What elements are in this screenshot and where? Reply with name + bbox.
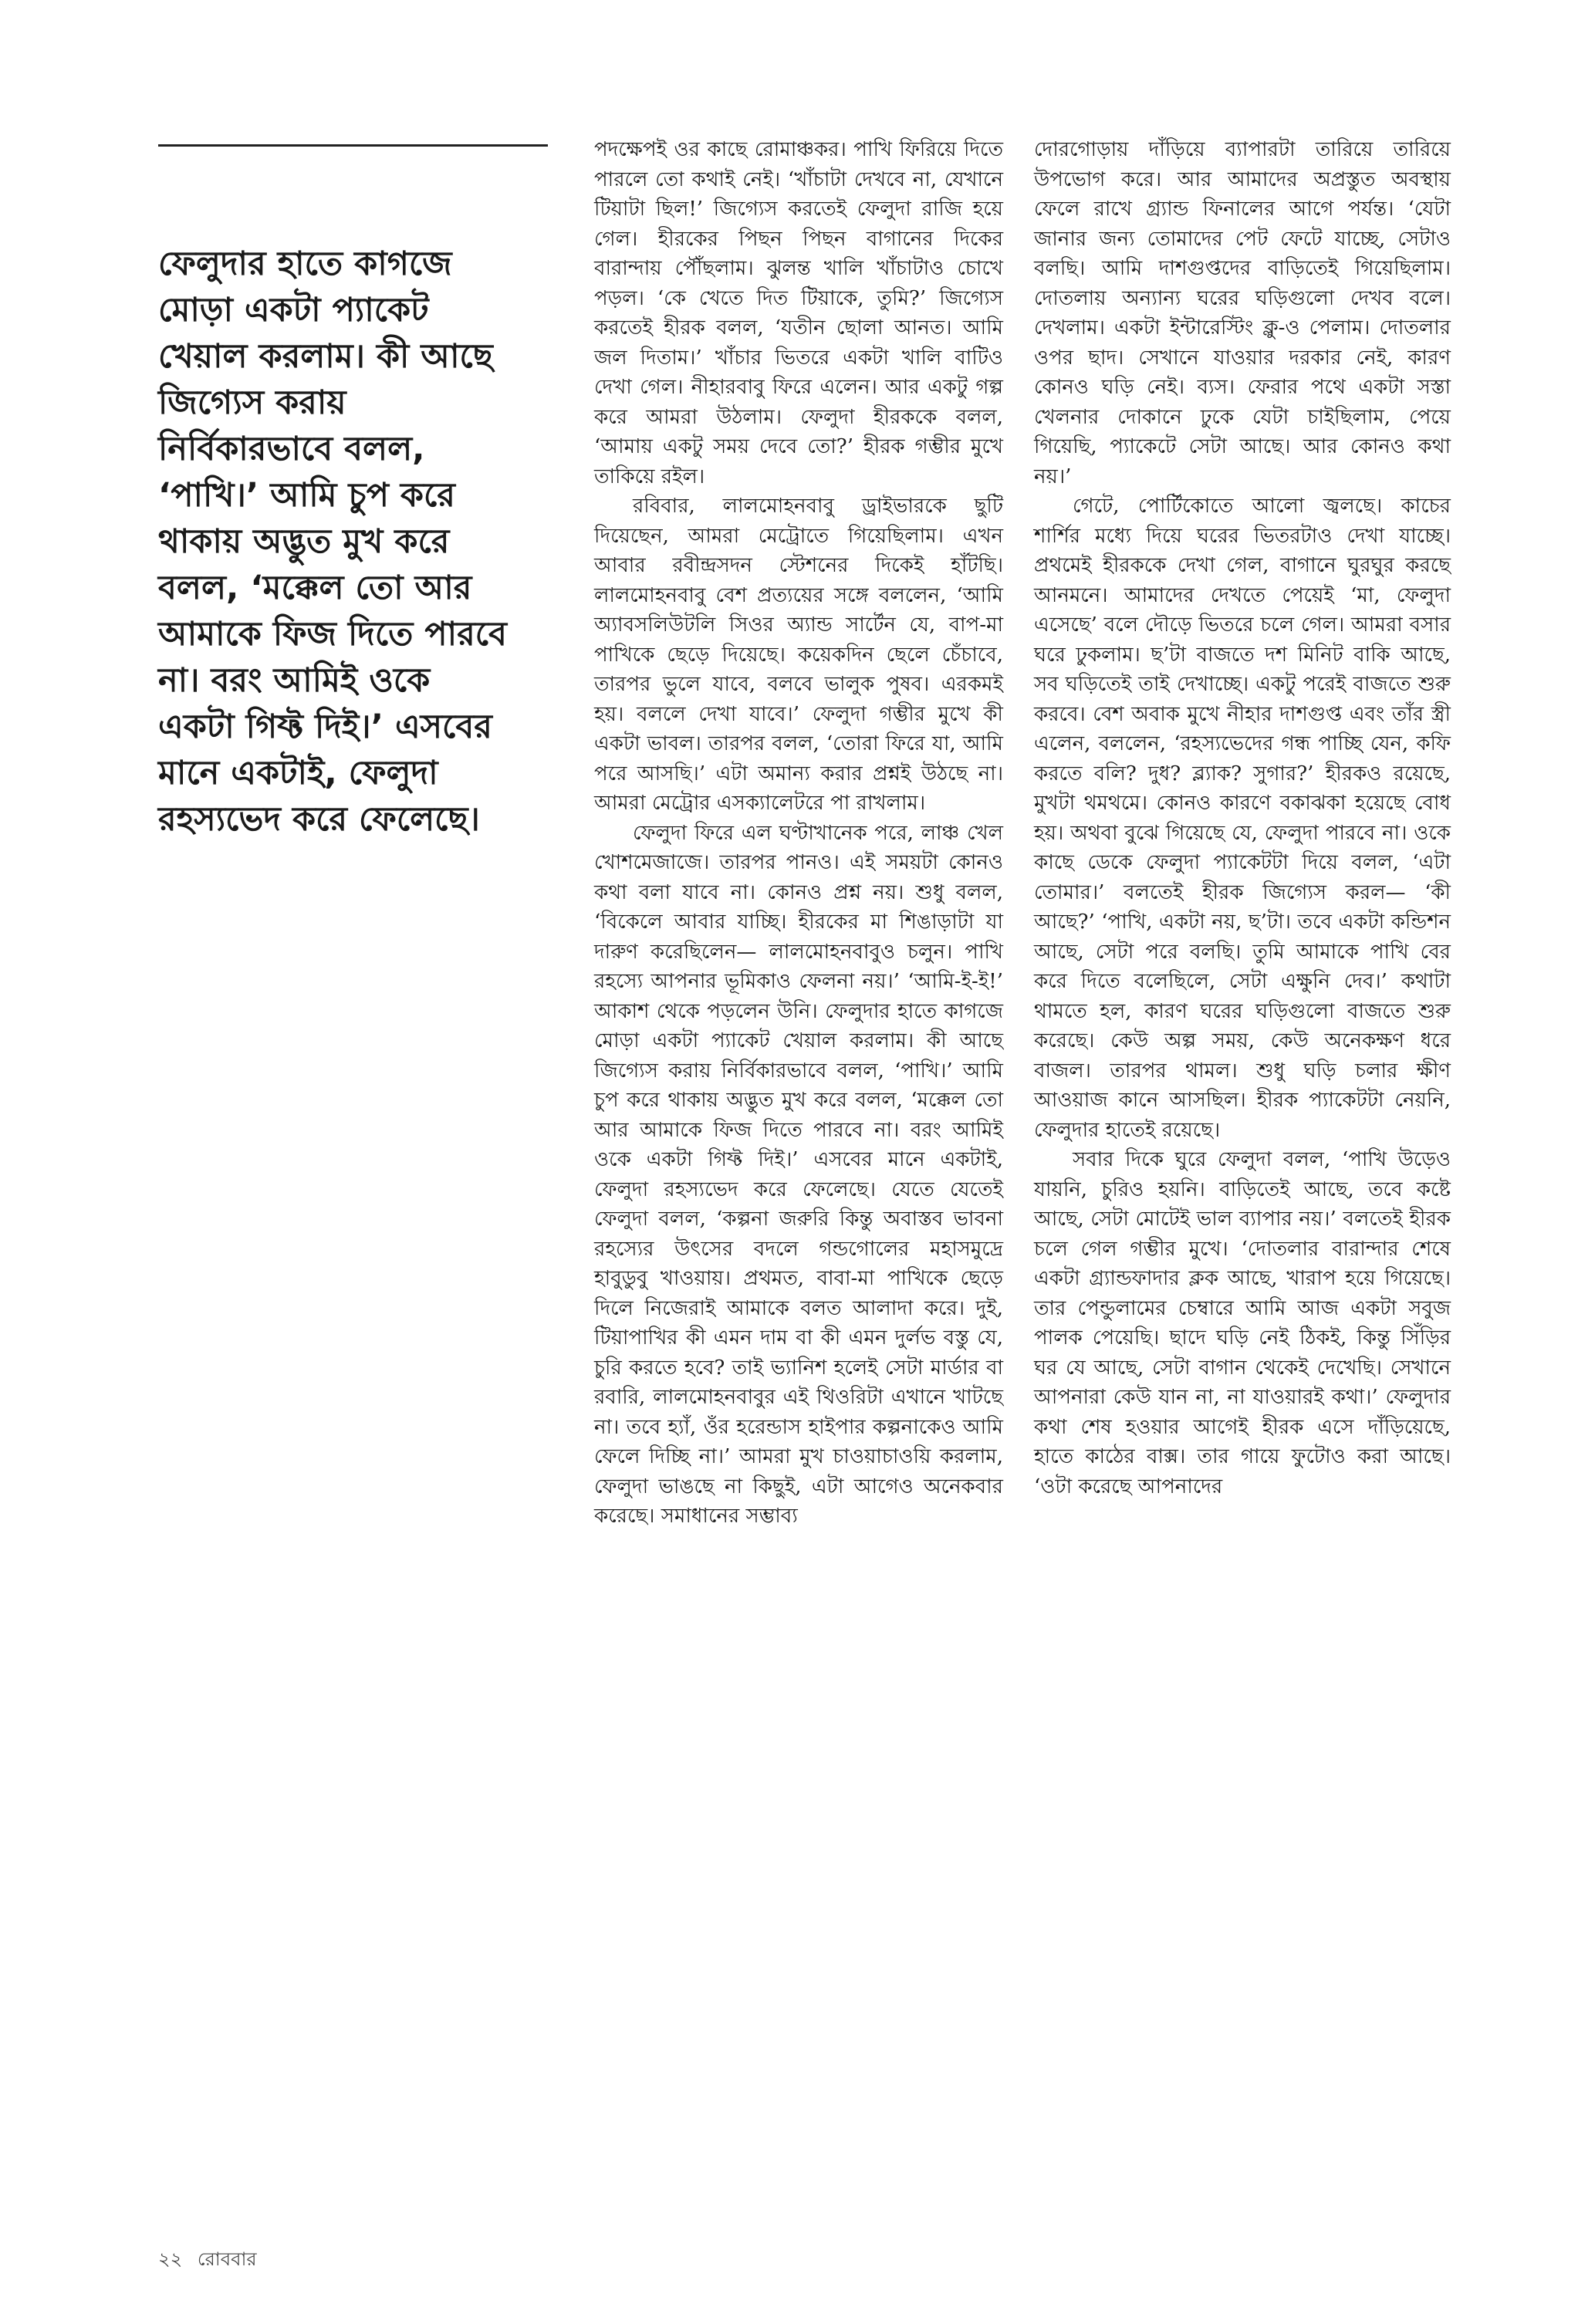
paragraph: সবার দিকে ঘুরে ফেলুদা বলল, ‘পাখি উড়েও যায়নি, চুরিও হয়নি। বাড়িতেই আছে, তবে কষ্টে আছে, সেটা মোটেই ভাল ব্যাপার নয়।’ বলতেই হীরক চলে গেল গম্ভীর মুখে। ‘দোতলার বারান্দার শেষে একটা গ্র্যান্ডফাদার ক্লক আছে, খারাপ হয়ে গিয়েছে। তার পেন্ডুলামের চেম্বারে আমি আজ একটা সবুজ পালক পেয়েছি। ছাদে ঘড়ি নেই ঠিকই, কিন্তু সিঁড়ির ঘর যে আছে, সেটা বাগান থেকেই দেখেছি। সেখানে আপনারা কেউ যান না, না যাওয়ারই কথা।’ ফেলুদার কথা শেষ হওয়ার আগেই হীরক এসে দাঁড়িয়েছে, হাতে কাঠের বাক্স। তার গায়ে ফুটোও করা আছে। ‘ওটা করেছে আপনাদের bbox=[1034, 1148, 1451, 1498]
pullquote: ফেলুদার হাতে কাগজে মোড়া একটা প্যাকেট খেয়াল করলাম। কী আছে জিগ্যেস করায় নির্বিকারভাবে বলল, ‘পাখি।’ আমি চুপ করে থাকায় অদ্ভুত মুখ করে বলল, ‘মক্কেল তো আর আমাকে ফিজ দিতে পারবে না। বরং আমিই ওকে একটা গিফ্ট দিই।’ এসবের মানে একটাই, ফেলুদা রহস্যভেদ করে ফেলেছে। bbox=[158, 245, 507, 839]
paragraph: গেটে, পোর্টিকোতে আলো জ্বলছে। কাচের শার্শির মধ্যে দিয়ে ঘরের ভিতরটাও দেখা যাচ্ছে। প্রথমেই হীরককে দেখা গেল, বাগানে ঘুরঘুর করছে আনমনে। আমাদের দেখতে পেয়েই ‘মা, ফেলুদা এসেছে’ বলে দৌড়ে ভিতরে চলে গেল। আমরা বসার ঘরে ঢুকলাম। ছ’টা বাজতে দশ মিনিট বাকি আছে, সব ঘড়িতেই তাই দেখাচ্ছে। একটু পরেই বাজতে শুরু করবে। বেশ অবাক মুখে নীহার দাশগুপ্ত এবং তাঁর স্ত্রী এলেন, বললেন, ‘রহস্যভেদের গন্ধ পাচ্ছি যেন, কফি করতে বলি? দুধ? ব্ল্যাক? সুগার?’ হীরকও রয়েছে, মুখটা থমথমে। কোনও কারণে বকাঝকা হয়েছে বোধ হয়। অথবা বুঝে গিয়েছে যে, ফেলুদা পারবে না। ওকে কাছে ডেকে ফেলুদা প্যাকেটটা দিয়ে বলল, ‘এটা তোমার।’ বলতেই হীরক জিগ্যেস করল— ‘কী আছে?’ ‘পাখি, একটা নয়, ছ’টা। তবে একটা কন্ডিশন আছে, সেটা পরে বলছি। তুমি আমাকে পাখি বের করে দিতে বলেছিলে, সেটা এক্ষুনি দেব।’ কথাটা থামতে হল, কারণ ঘরের ঘড়িগুলো বাজতে শুরু করেছে। কেউ অল্প সময়, কেউ অনেকক্ষণ ধরে বাজল। তারপর থামল। শুধু ঘড়ি চলার ক্ষীণ আওয়াজ কানে আসছিল। হীরক প্যাকেটটা নেয়নি, ফেলুদার হাতেই রয়েছে। bbox=[1034, 495, 1451, 1142]
paragraph: ফেলুদা ফিরে এল ঘণ্টাখানেক পরে, লাঞ্চ খেল খোশমেজাজে। তারপর পানও। এই সময়টা কোনও কথা বলা যাবে না। কোনও প্রশ্ন নয়। শুধু বলল, ‘বিকেলে আবার যাচ্ছি। হীরকের মা শিঙাড়াটা যা দারুণ করেছিলেন— লালমোহনবাবুও চলুন। পাখি রহস্যে আপনার ভূমিকাও ফেলনা নয়।’ ‘আমি-ই-ই!’ আকাশ থেকে পড়লেন উনি। ফেলুদার হাতে কাগজে মোড়া একটা প্যাকেট খেয়াল করলাম। কী আছে জিগ্যেস করায় নির্বিকারভাবে বলল, ‘পাখি।’ আমি চুপ করে থাকায় অদ্ভুত মুখ করে বলল, ‘মক্কেল তো আর আমাকে ফিজ দিতে পারবে না। বরং আমিই ওকে একটা গিফ্ট দিই।’ এসবের মানে একটাই, ফেলুদা রহস্যভেদ করে ফেলেছে। যেতে যেতেই ফেলুদা বলল, ‘কল্পনা জরুরি কিন্তু অবাস্তব ভাবনা রহস্যের উৎসের বদলে গন্ডগোলের মহাসমুদ্রে হাবুডুবু খাওয়ায়। প্রথমত, বাবা-মা পাখিকে ছেড়ে দিলে নিজেরাই আমাকে বলত আলাদা করে। দুই, টিয়াপাখির কী এমন দাম বা কী এমন দুর্লভ বস্তু যে, চুরি করতে হবে? তাই ভ্যানিশ হলেই সেটা মার্ডার বা রবারি, লালমোহনবাবুর এই থিওরিটা এখানে খাটছে না। তবে হ্যাঁ, ওঁর হরেন্ডাস হাইপার কল্পনাকেও আমি ফেলে দিচ্ছি না।’ আমরা মুখ চাওয়াচাওয়ি করলাম, ফেলুদা ভাঙছে না কিছুই, এটা আগেও অনেকবার করেছে। সমাধানের সম্ভাব্য bbox=[594, 821, 1003, 1528]
text-column-1 bbox=[594, 135, 1003, 1532]
paragraph: দোরগোড়ায় দাঁড়িয়ে ব্যাপারটা তারিয়ে তারিয়ে উপভোগ করে। আর আমাদের অপ্রস্তুত অবস্থায় ফেলে রাখে গ্র্যান্ড ফিনালের আগে পর্যন্ত। ‘যেটা জানার জন্য তোমাদের পেট ফেটে যাচ্ছে, সেটাও বলছি। আমি দাশগুপ্তদের বাড়িতেই গিয়েছিলাম। দোতলায় অন্যান্য ঘরের ঘড়িগুলো দেখব বলে। দেখলাম। একটা ইন্টারেস্টিং ক্লু-ও পেলাম। দোতলার ওপর ছাদ। সেখানে যাওয়ার দরকার নেই, কারণ কোনও ঘড়ি নেই। ব্যস। ফেরার পথে একটা সস্তা খেলনার দোকানে ঢুকে যেটা চাইছিলাম, পেয়ে গিয়েছি, প্যাকেটে সেটা আছে। আর কোনও কথা নয়।’ bbox=[1034, 138, 1451, 488]
text-column-2 bbox=[1034, 135, 1451, 1501]
page-footer bbox=[158, 2245, 266, 2276]
paragraph: রবিবার, লালমোহনবাবু ড্রাইভারকে ছুটি দিয়েছেন, আমরা মেট্রোতে গিয়েছিলাম। এখন আবার রবীন্দ্রসদন স্টেশনের দিকেই হাঁটছি। লালমোহনবাবু বেশ প্রত্যয়ের সঙ্গে বললেন, ‘আমি অ্যাবসলিউটলি সিওর অ্যান্ড সার্টেন যে, বাপ-মা পাখিকে ছেড়ে দিয়েছে। কয়েকদিন ছেলে চেঁচাবে, তারপর ভুলে যাবে, বলবে ভালুক পুষব। এরকমই হয়। বললে দেখা যাবে।’ ফেলুদা গম্ভীর মুখে কী একটা ভাবল। তারপর বলল, ‘তোরা ফিরে যা, আমি পরে আসছি।’ এটা অমান্য করার প্রশ্নই উঠছে না। আমরা মেট্রোর এসক্যালেটরে পা রাখলাম। bbox=[594, 495, 1003, 815]
paragraph: পদক্ষেপই ওর কাছে রোমাঞ্চকর। পাখি ফিরিয়ে দিতে পারলে তো কথাই নেই। ‘খাঁচাটা দেখবে না, যেখানে টিয়াটা ছিল!’ জিগ্যেস করতেই ফেলুদা রাজি হয়ে গেল। হীরকের পিছন পিছন বাগানের দিকের বারান্দায় পৌঁছলাম। ঝুলন্ত খালি খাঁচাটাও চোখে পড়ল। ‘কে খেতে দিত টিয়াকে, তুমি?’ জিগ্যেস করতেই হীরক বলল, ‘যতীন ছোলা আনত। আমি জল দিতাম।’ খাঁচার ভিতরে একটা খালি বাটিও দেখা গেল। নীহারবাবু ফিরে এলেন। আর একটু গল্প করে আমরা উঠলাম। ফেলুদা হীরককে বলল, ‘আমায় একটু সময় দেবে তো?’ হীরক গম্ভীর মুখে তাকিয়ে রইল। bbox=[594, 138, 1003, 488]
page-number: ২২ bbox=[158, 2248, 183, 2270]
pullquote-top-rule bbox=[158, 144, 548, 147]
magazine-name: রোববার bbox=[197, 2248, 257, 2270]
